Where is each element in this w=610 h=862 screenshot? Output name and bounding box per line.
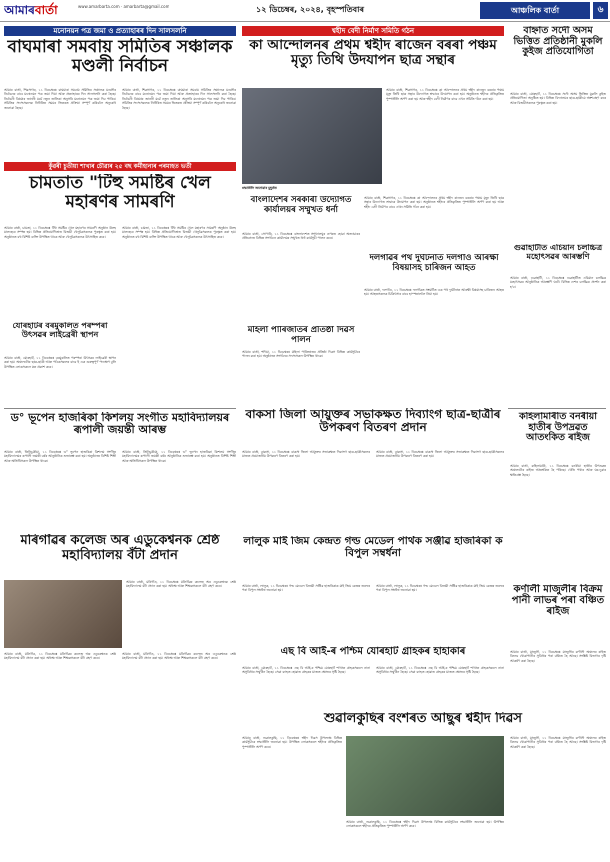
article-2-body: আমাৰ বাৰ্তা, চামতা, ১১ ডিচেম্বৰঃ টিহু সমষ্টিৰ খেল মহাৰণৰ সামৰণি অনুষ্ঠান উলহ মালহেৰে সম্পন্ন হয়। বিভিন্ন প্ৰতিযোগিতাত বিজয়ী খেলুৱৈসকলক পুৰস্কৃত কৰা হয়। অনুষ্ঠানত বহু বিশিষ্ট ব্যক্তি উপস্থিত থাকে আৰু খেলুৱৈসকলক উৎসাহিত কৰে। <box>4 226 116 239</box>
article-2-headline: চামতাত "টিহু সমষ্টিৰ খেল মহাৰণৰ সামৰণি <box>29 174 211 213</box>
article-12-headline: লালুক মাই জিম কেন্দ্ৰত গল্ড মেডেল পাৰ্থক সঞ্জীৱ হাজৰিকা ক বিপুল সম্বৰ্ধনা <box>243 536 503 559</box>
newspaper-logo: আমাৰবাৰ্তা <box>4 3 58 17</box>
article-1-kicker: মনোনয়ন পত্ৰ জমা ও প্ৰত্যাহাৰৰ দিন সালসলনি <box>4 26 236 36</box>
article-7-body: আমাৰ বাৰ্তা, দলগাঁও, ১১ ডিচেম্বৰঃ দলগাঁৱত সংঘটিত এক পথ দুৰ্ঘটনাত আৰক্ষী বিষয়াসহ চাৰিজন আহত হয়। আহতসকলক চিকিৎসাৰ বাবে হাস্পতাললৈ নিয়া হয়। <box>364 288 504 297</box>
article-16-body-cont: আমাৰ বাৰ্তা, শুৱালকুছি, ১১ ডিচেম্বৰঃ শ্বহীদ দিৱস উপলক্ষে বিভিন্ন কাৰ্যসূচীৰে শ্ৰদ্ধাঞ্জলি জনোৱা হয়। উপস্থিত লোকসকলে শ্বহীদৰ প্ৰতিকৃতিত পুষ্পাঞ্জলি অৰ্পণ কৰে। <box>346 820 504 829</box>
article-16-body: আমাৰ বাৰ্তা, শুৱালকুছি, ১১ ডিচেম্বৰঃ শ্বহীদ দিৱস উপলক্ষে বিভিন্ন কাৰ্যসূচীৰে শ্ৰদ্ধাঞ্জলি জনোৱা হয়। উপস্থিত লোকসকলে শ্বহীদৰ প্ৰতিকৃতিত পুষ্পাঞ্জলি অৰ্পণ কৰে। <box>242 736 342 749</box>
masthead <box>0 0 610 22</box>
page-number: ৬ <box>592 2 608 19</box>
article-6-headline: মহিলা পাৰিজাতৰ প্ৰতিষ্ঠা দিৱস পালন <box>247 326 355 345</box>
article-12-body: আমাৰ বাৰ্তা, লালুক, ১১ ডিচেম্বৰঃ গল্ড মেডেল বিজয়ী সঞ্জীৱ হাজৰিকাক মাই জিম কেন্দ্ৰৰ তৰফৰ পৰা বিপুল সম্বৰ্ধনা জনোৱা হয়। <box>242 584 370 593</box>
article-1-headline: বাঘমাৰা সমবায় সমিতিৰ সঞ্চালক মণ্ডলী নিৰ্বাচন <box>7 38 233 77</box>
tribute-photo <box>242 88 382 184</box>
article-4-body: আমাৰ বাৰ্তা, শিৱসাগৰ, ১১ ডিচেম্বৰঃ কা আন্দোলনৰ প্ৰথম শ্বহীদ ৰাজেন বৰৰাৰ পঞ্চম মৃত্যু তিথি ছাত্ৰ সন্থাৰ উদ্যোগত শ্ৰদ্ধাৰে উদযাপন কৰা হয়। অনুষ্ঠানত শ্বহীদৰ প্ৰতিকৃতিত পুষ্পাঞ্জলি অৰ্পণ কৰা হয় আৰু শ্বহীদ বেদী নিৰ্মাণৰ বাবে এখন সমিতি গঠন কৰা হয়। <box>386 88 504 101</box>
article-3-body: আমাৰ বাৰ্তা, যোৰহাট, ১১ ডিচেম্বৰঃ বৰমুকলিত পৰম্পৰা উৎসৱৰ লাইব্ৰেৰী স্থাপন কৰা হয়। অঞ্চলটোৰ ছাত্ৰ-ছাত্ৰী আৰু পাঠকসকলৰ বাবে ই এক গুৰুত্বপূৰ্ণ পদক্ষেপ বুলি উপস্থিত লোকসকলে মত প্ৰকাশ কৰে। <box>4 356 116 369</box>
divider-right <box>508 408 606 409</box>
article-5-headline: বাংলাদেশৰ সৰকাৰী উদ্যোগত কাৰ্যালয়ৰ সম্মুখত ধৰ্না <box>250 196 352 215</box>
award-photo <box>4 580 122 648</box>
article-11-body: আমাৰ বাৰ্তা, তিনিচুকীয়া, ১১ ডিচেম্বৰঃ ড° ভূপেন হাজৰিকা কিশলয় সংগীত মহাবিদ্যালয়ৰ ৰূপালী জয়ন্তী বৰ্ষৰ আনুষ্ঠানিক শুভাৰম্ভ কৰা হয়। অনুষ্ঠানত বিশিষ্ট শিল্পী আৰু অতিথিসকল উপস্থিত থাকে। <box>4 450 116 463</box>
article-14-headline: মৰিগাঁৱৰ কলেজ অৰ এডুকেশ্বনক শ্ৰেষ্ঠ মহাবিদ্যালয় বঁটা প্ৰদান <box>20 534 220 563</box>
article-1-body: আমাৰ বাৰ্তা, শিৱসাগৰ, ১১ ডিচেম্বৰঃ বাঘমাৰা সমবায় সমিতিৰ সঞ্চালক মণ্ডলীৰ নিৰ্বাচনৰ বাবে মনোনয়ন পত্ৰ জমা দিয়া আৰু প্ৰত্যাহাৰৰ দিন সালসলনি কৰা হৈছে। নিৰ্বাচনী বিষয়াৰ জাননী মৰ্মে নতুন তালিকা অনুসৰি মনোনয়ন পত্ৰ জমা দিব পাৰিব। সমিতিৰ সদস্যসকলক নিৰ্ধাৰিত সময়ৰ ভিতৰত প্ৰক্ৰিয়া সম্পূৰ্ণ কৰিবলৈ অনুৰোধ জনোৱা হৈছে। <box>4 88 116 110</box>
article-3-headline: যোৰহাটৰ বৰমুকলিত পৰম্পৰা উৎসৱৰ লাইব্ৰেৰী স্থাপন <box>12 322 108 339</box>
article-5-body: আমাৰ বাৰ্তা, সোণাৰি, ১১ ডিচেম্বৰঃ বাংলাদেশত সংখ্যালঘুৰ ওপৰত হোৱা অত্যাচাৰৰ প্ৰতিবাদত বিভিন্ন সংগঠনে কাৰ্যালয়ৰ সম্মুখত ধৰ্না কাৰ্যসূচী পালন কৰে। <box>242 232 360 241</box>
article-14-body-cont2: আমাৰ বাৰ্তা, মৰিগাঁও, ১১ ডিচেম্বৰঃ মৰিগাঁৱৰ কলেজ অৰ এডুকেশ্বনক শ্ৰেষ্ঠ মহাবিদ্যালয় বঁটা প্ৰদান কৰা হয়। অধ্যক্ষ আৰু শিক্ষকসকলে বঁটা গ্ৰহণ কৰে। <box>122 652 236 661</box>
article-17-body: আমাৰ বাৰ্তা, মাজুলী, ১১ ডিচেম্বৰঃ মাজুলীৰ কৰ্ণালী অঞ্চলৰ ৰাইজ বিশুদ্ধ খোৱাপানীৰ সুবিধাৰ পৰা বঞ্চিত হৈ আছে। সংশ্লিষ্ট বিভাগৰ দৃষ্টি আকৰ্ষণ কৰা হৈছে। <box>510 650 606 663</box>
article-9-body-cont: আমাৰ বাৰ্তা, বাকসা, ১১ ডিচেম্বৰঃ বাকসা জিলা আয়ুক্তৰ সভাকক্ষত দিব্যাংগ ছাত্ৰ-ছাত্ৰীসকলৰ মাজত প্ৰয়োজনীয় উপকৰণ বিতৰণ কৰা হয়। <box>376 450 504 459</box>
article-8-headline: গুৱাহাটীত এচিয়ান চলচ্চিত্ৰ মহোৎসৱৰ আৰম্ভণি <box>513 244 603 261</box>
article-2-kicker: কুঁৱৰী চুতীয়া শাখাৰ চৌৱাৰ ২৫ বছ কৰ্মীহানাৰ পৰমাহত ভৰ্তী <box>4 162 236 171</box>
article-9-headline: বাকসা জিলা আয়ুক্তৰ সভাকক্ষত দিব্যাংগ ছাত্ৰ-ছাত্ৰীৰ উপকৰণ বিতৰণ প্ৰদান <box>245 408 501 435</box>
article-16-headline: শুৱালকুছিৰ বংশৰত আছুৰ শ্বহীদ দিৱস <box>324 712 522 726</box>
article-1-body-cont: আমাৰ বাৰ্তা, শিৱসাগৰ, ১১ ডিচেম্বৰঃ বাঘমাৰা সমবায় সমিতিৰ সঞ্চালক মণ্ডলীৰ নিৰ্বাচনৰ বাবে মনোনয়ন পত্ৰ জমা দিয়া আৰু প্ৰত্যাহাৰৰ দিন সালসলনি কৰা হৈছে। নিৰ্বাচনী বিষয়াৰ জাননী মৰ্মে নতুন তালিকা অনুসৰি মনোনয়ন পত্ৰ জমা দিব পাৰিব। সমিতিৰ সদস্যসকলক নিৰ্ধাৰিত সময়ৰ ভিতৰত প্ৰক্ৰিয়া সম্পূৰ্ণ কৰিবলৈ অনুৰোধ জনোৱা হৈছে। <box>122 88 236 110</box>
article-4-headline: কা আন্দোলনৰ প্ৰথম শ্বহীদ ৰাজেন বৰৰা পঞ্চম মৃত্যু তিথি উদযাপন ছাত্ৰ সন্থাৰ <box>249 38 497 69</box>
article-11-headline: ড° ভূপেন হাজৰিকা কিশলয় সংগীত মহাবিদ্যালয়ৰ ৰূপালী জয়ন্তী আৰম্ভ <box>10 412 230 437</box>
article-8-body: আমাৰ বাৰ্তা, গুৱাহাটী, ১১ ডিচেম্বৰঃ গুৱাহাটীত এচিয়ান চলচ্চিত্ৰ মহোৎসৱৰ আনুষ্ঠানিক আৰম্ভণি ঘটে। বিভিন্ন দেশৰ চলচ্চিত্ৰ প্ৰদৰ্শন কৰা হ'ব। <box>510 276 606 289</box>
article-4-caption: শ্ৰদ্ধাঞ্জলি জনোৱাৰ মুহূৰ্তত <box>242 186 277 190</box>
date-line: ১২ ডিচেম্বৰ, ২০২৪, বৃহস্পতিবাৰ <box>256 5 364 14</box>
article-13-body: আমাৰ বাৰ্তা, কহিলামাৰী, ১১ ডিচেম্বৰঃ বনৰীয়া হাতীৰ উপদ্ৰৱত অঞ্চলটোৰ ৰাইজ আতংকিত হৈ পৰিছে। খেতি পথাৰ আৰু ঘৰ-দুৱাৰ ক্ষতিগ্ৰস্ত হৈছে। <box>510 464 606 477</box>
article-4-kicker: শ্বহীদ বেদী নিৰ্মাণ সমিতি গঠন <box>242 26 504 36</box>
article-13-headline: কহিলামাৰীত বনৰীয়া হাতীৰ উপদ্ৰৱত আতংকিত ৰাইজ <box>518 412 598 444</box>
article-15-body: আমাৰ বাৰ্তা, যোৰহাট, ১১ ডিচেম্বৰঃ এছ বি আই-ৰ পশ্চিম যোৰহাট শাখাত গ্ৰাহকসকলে নানা অসুবিধাৰ সন্মুখীন হৈছে। সেৱা ব্যাহত হোৱাত গ্ৰাহকৰ মাজত ক্ষোভৰ সৃষ্টি হৈছে। <box>242 666 370 675</box>
article-12-body-cont: আমাৰ বাৰ্তা, লালুক, ১১ ডিচেম্বৰঃ গল্ড মেডেল বিজয়ী সঞ্জীৱ হাজৰিকাক মাই জিম কেন্দ্ৰৰ তৰফৰ পৰা বিপুল সম্বৰ্ধনা জনোৱা হয়। <box>376 584 504 593</box>
section-tab: আঞ্চলিক বাৰ্তা <box>480 2 590 19</box>
article-4-body-cont: আমাৰ বাৰ্তা, শিৱসাগৰ, ১১ ডিচেম্বৰঃ কা আন্দোলনৰ প্ৰথম শ্বহীদ ৰাজেন বৰৰাৰ পঞ্চম মৃত্যু তিথি ছাত্ৰ সন্থাৰ উদ্যোগত শ্ৰদ্ধাৰে উদযাপন কৰা হয়। অনুষ্ঠানত শ্বহীদৰ প্ৰতিকৃতিত পুষ্পাঞ্জলি অৰ্পণ কৰা হয় আৰু শ্বহীদ বেদী নিৰ্মাণৰ বাবে এখন সমিতি গঠন কৰা হয়। <box>364 196 504 209</box>
article-10-body: আমাৰ বাৰ্তা, যোৰহাট, ১১ ডিচেম্বৰঃ সদৌ অসম ভিত্তিত মুকলি কুইজ প্ৰতিযোগিতা অনুষ্ঠিত হয়। বিভিন্ন বিদ্যালয়ৰ ছাত্ৰ-ছাত্ৰীয়ে অংশগ্ৰহণ কৰে আৰু বিজয়ীসকলক পুৰস্কৃত কৰা হয়। <box>510 92 606 105</box>
article-15-body-cont: আমাৰ বাৰ্তা, যোৰহাট, ১১ ডিচেম্বৰঃ এছ বি আই-ৰ পশ্চিম যোৰহাট শাখাত গ্ৰাহকসকলে নানা অসুবিধাৰ সন্মুখীন হৈছে। সেৱা ব্যাহত হোৱাত গ্ৰাহকৰ মাজত ক্ষোভৰ সৃষ্টি হৈছে। <box>376 666 504 675</box>
article-14-body-cont: আমাৰ বাৰ্তা, মৰিগাঁও, ১১ ডিচেম্বৰঃ মৰিগাঁৱৰ কলেজ অৰ এডুকেশ্বনক শ্ৰেষ্ঠ মহাবিদ্যালয় বঁটা প্ৰদান কৰা হয়। অধ্যক্ষ আৰু শিক্ষকসকলে বঁটা গ্ৰহণ কৰে। <box>4 652 116 661</box>
article-6-body: আমাৰ বাৰ্তা, শদিয়া, ১১ ডিচেম্বৰঃ মহিলা পাৰিজাতৰ প্ৰতিষ্ঠা দিৱস বিভিন্ন কাৰ্যসূচীৰে পালন কৰা হয়। অনুষ্ঠানত সংগঠনৰ সদস্যসকল উপস্থিত থাকে। <box>242 350 360 359</box>
article-10-headline: বাহ্নাত সদৌ অসম ভিত্তিত প্ৰতিষ্ঠানী মুকলি কুইজ প্ৰতিযোগিতা <box>513 26 603 58</box>
article-17-body-cont: আমাৰ বাৰ্তা, মাজুলী, ১১ ডিচেম্বৰঃ মাজুলীৰ কৰ্ণালী অঞ্চলৰ ৰাইজ বিশুদ্ধ খোৱাপানীৰ সুবিধাৰ পৰা বঞ্চিত হৈ আছে। সংশ্লিষ্ট বিভাগৰ দৃষ্টি আকৰ্ষণ কৰা হৈছে। <box>510 736 606 749</box>
article-17-headline: কৰ্ণালী মাজুলীৰ বিক্ৰম পানী লাভৰ পৰা বঞ্চিত ৰাইজ <box>511 584 605 618</box>
martyr-day-photo <box>346 736 504 816</box>
article-14-body: আমাৰ বাৰ্তা, মৰিগাঁও, ১১ ডিচেম্বৰঃ মৰিগাঁৱৰ কলেজ অৰ এডুকেশ্বনক শ্ৰেষ্ঠ মহাবিদ্যালয় বঁটা প্ৰদান কৰা হয়। অধ্যক্ষ আৰু শিক্ষকসকলে বঁটা গ্ৰহণ কৰে। <box>126 580 236 589</box>
article-11-body-cont: আমাৰ বাৰ্তা, তিনিচুকীয়া, ১১ ডিচেম্বৰঃ ড° ভূপেন হাজৰিকা কিশলয় সংগীত মহাবিদ্যালয়ৰ ৰূপালী জয়ন্তী বৰ্ষৰ আনুষ্ঠানিক শুভাৰম্ভ কৰা হয়। অনুষ্ঠানত বিশিষ্ট শিল্পী আৰু অতিথিসকল উপস্থিত থাকে। <box>122 450 236 463</box>
article-9-body: আমাৰ বাৰ্তা, বাকসা, ১১ ডিচেম্বৰঃ বাকসা জিলা আয়ুক্তৰ সভাকক্ষত দিব্যাংগ ছাত্ৰ-ছাত্ৰীসকলৰ মাজত প্ৰয়োজনীয় উপকৰণ বিতৰণ কৰা হয়। <box>242 450 370 459</box>
article-2-body-cont: আমাৰ বাৰ্তা, চামতা, ১১ ডিচেম্বৰঃ টিহু সমষ্টিৰ খেল মহাৰণৰ সামৰণি অনুষ্ঠান উলহ মালহেৰে সম্পন্ন হয়। বিভিন্ন প্ৰতিযোগিতাত বিজয়ী খেলুৱৈসকলক পুৰস্কৃত কৰা হয়। অনুষ্ঠানত বহু বিশিষ্ট ব্যক্তি উপস্থিত থাকে আৰু খেলুৱৈসকলক উৎসাহিত কৰে। <box>122 226 236 239</box>
masthead-meta: www.amarbarta.com · amarbarta@gmail.com <box>78 4 170 9</box>
article-15-headline: এছ বি আই-ৰ পশ্চিম যোৰহাট গ্ৰাহকৰ হাহাকাৰ <box>280 646 466 657</box>
divider <box>4 408 236 409</box>
article-7-headline: দলগাঁৱৰ পথ দুৰ্ঘটনাত দলগাঁও আৰক্ষী বিষয়াসহ চাৰিজন আহত <box>369 254 499 273</box>
